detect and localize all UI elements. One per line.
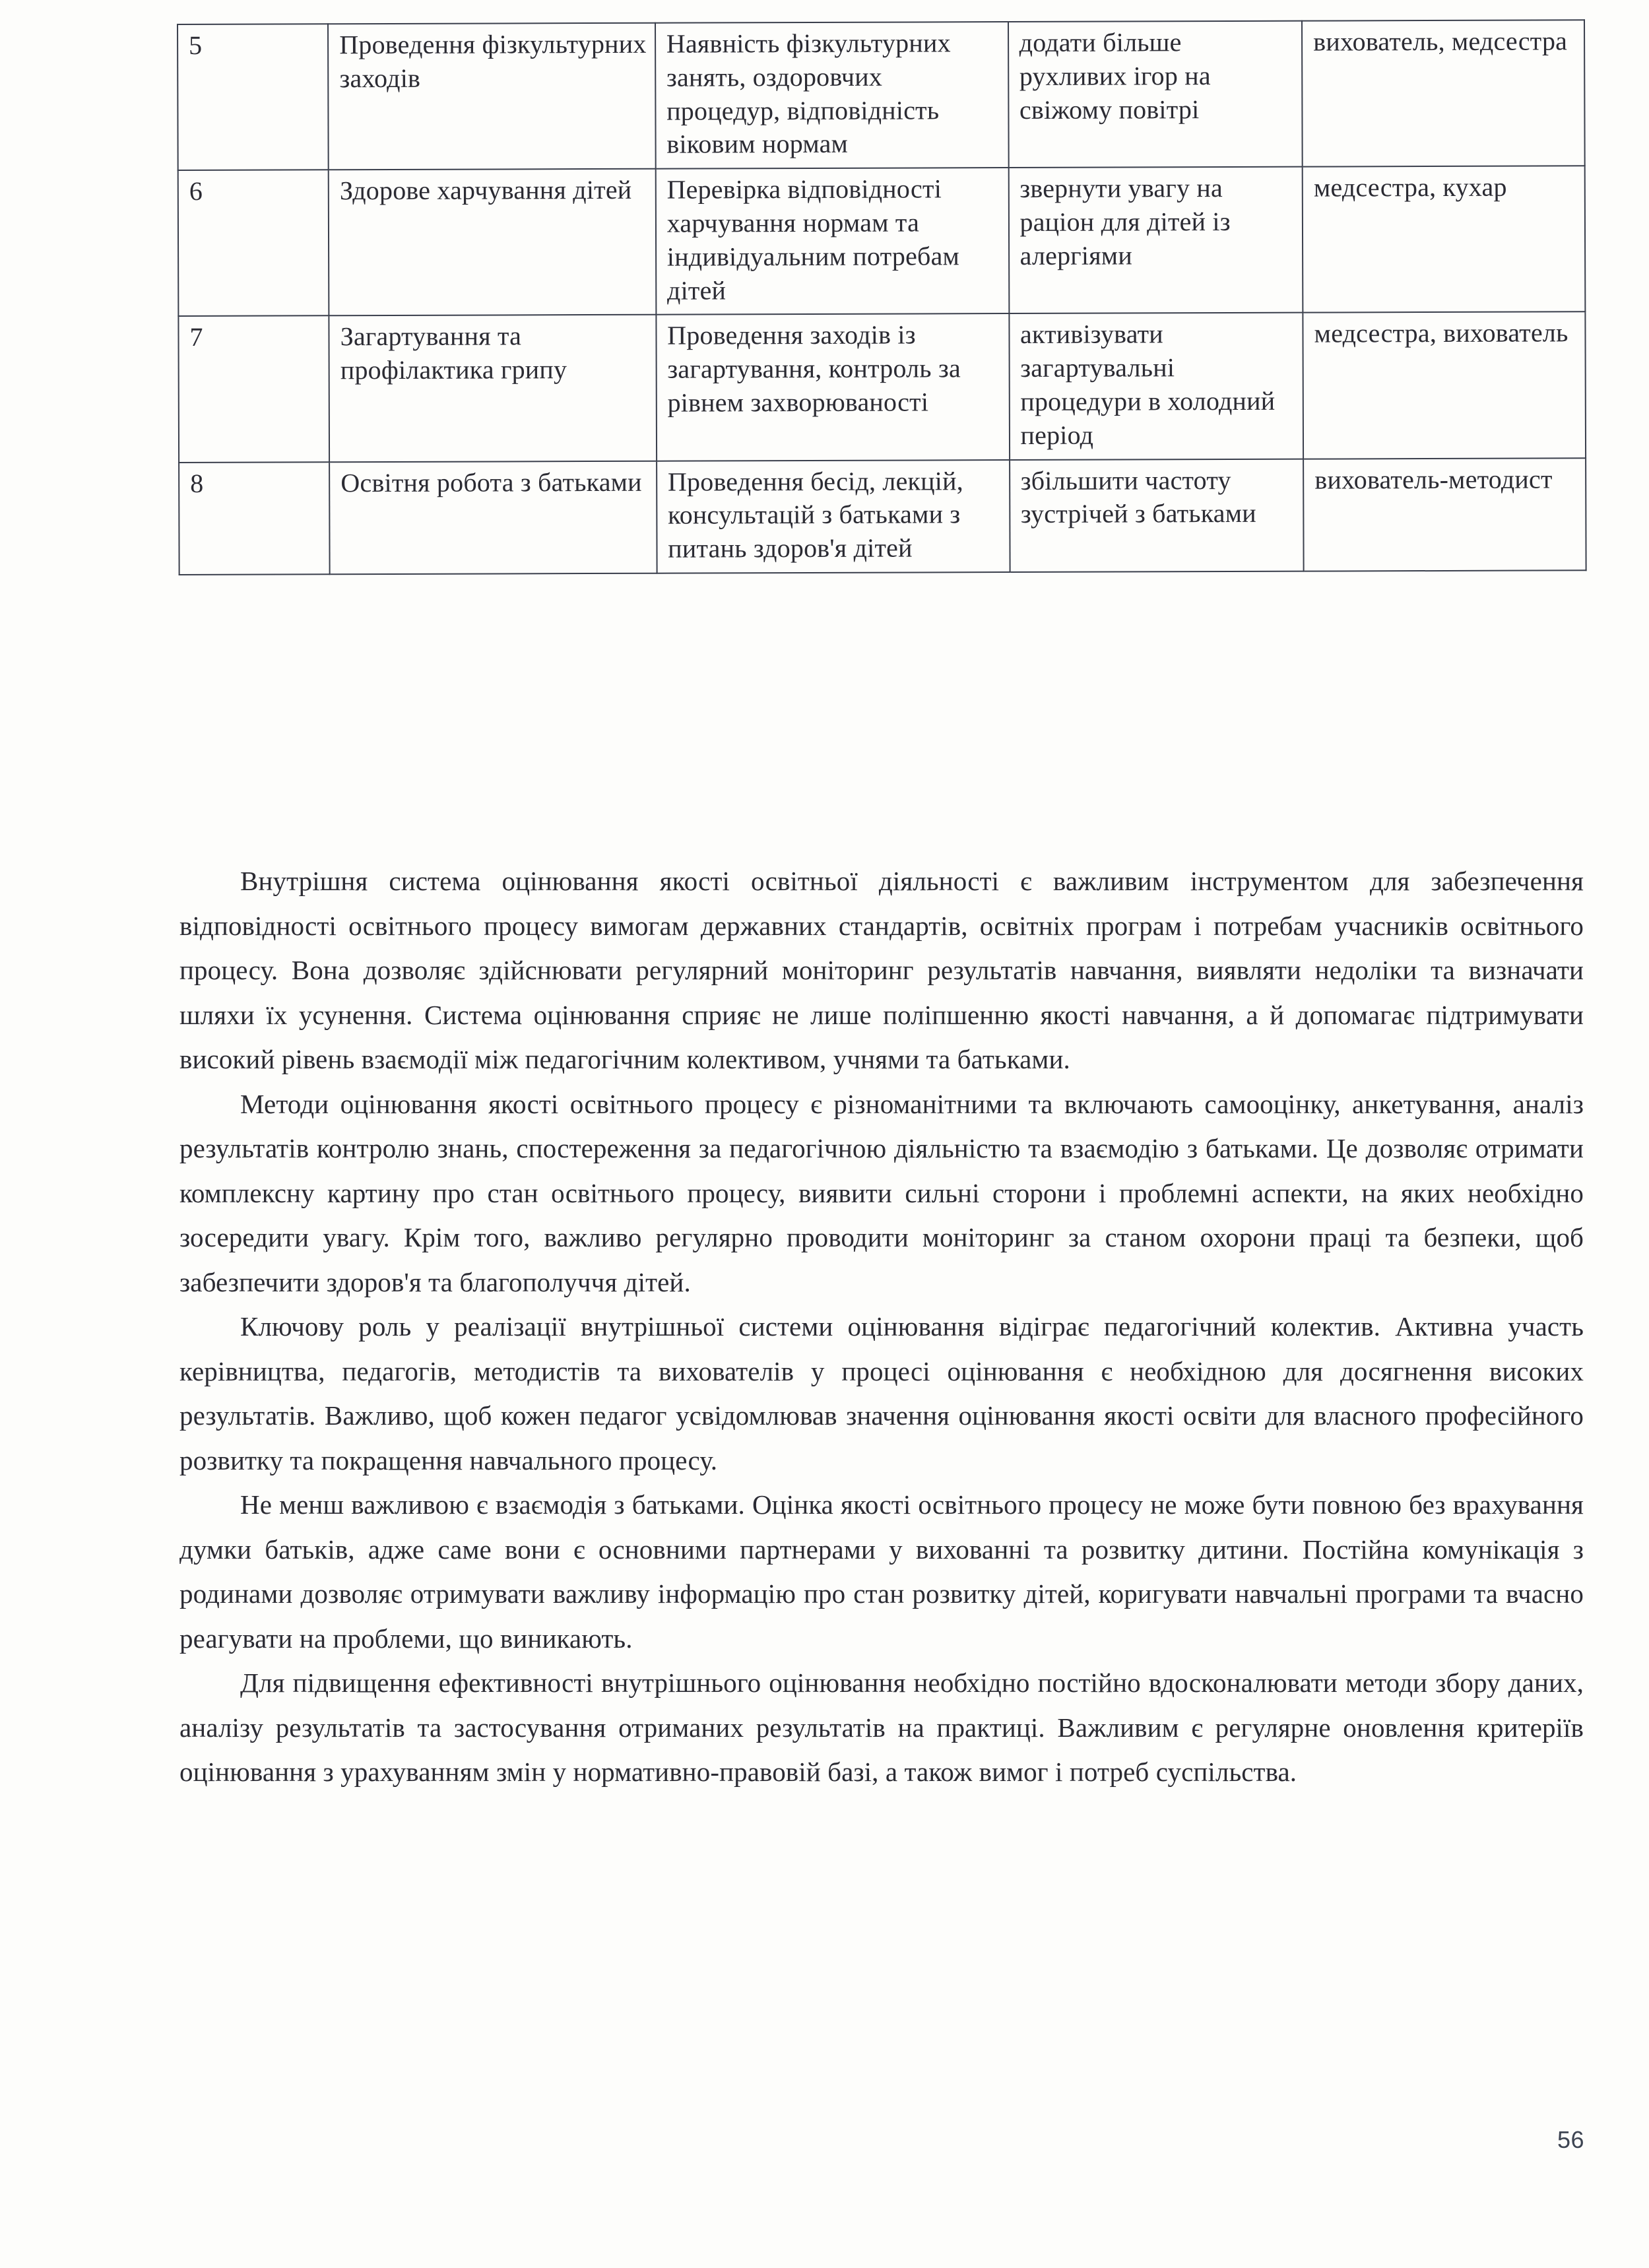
criteria-cell: Проведення заходів із загартування, контроль за рівнем захворюваності [656,313,1009,461]
area-cell: Освітня робота з батьками [329,461,657,574]
recommendation-cell: збільшити частоту зустрічей з батьками [1010,459,1304,572]
row-number-cell: 8 [179,462,330,575]
recommendation-cell: активізувати загартувальні процедури в холодний період [1009,313,1303,460]
criteria-cell: Наявність фізкультурних занять, оздоровчих процедур, відповідність віковим нормам [655,22,1008,169]
paragraph-4: Не менш важливою є взаємодія з батьками. Оцінка якості освітнього процесу не може бути повною без врахування думки батьків, адже саме вони є основними партнерами у вихованні та розвитку дитини. Постійна комунікація з родинами дозволяє отримувати важливу інформацію про стан розвитку дітей, коригувати навчальні програми та вчасно реагувати на проблеми, що виникають. [179,1489,1584,1654]
quality-monitoring-table-container [177,24,1585,575]
paragraph-5: Для підвищення ефективності внутрішнього оцінювання необхідно постійно вдосконалювати методи збору даних, аналізу результатів та застосування отриманих результатів на практиці. Важливим є регулярне оновлення критеріїв оцінювання з урахуванням змін у нормативно-правовій базі, а також вимог і потреб суспільства. [179,1668,1584,1787]
criteria-cell: Проведення бесід, лекцій, консультацій з батьками з питань здоров'я дітей [657,460,1010,573]
responsible-cell: вихователь-методист [1303,458,1586,571]
paragraph-2: Методи оцінювання якості освітнього процесу є різноманітними та включають самооцінку, анкетування, аналіз результатів контролю знань, спостереження за педагогічною діяльністю та взаємодію з батьками. Це дозволяє отримати комплексну картину про стан освітнього процесу, виявити сильні сторони і проблемні аспекти, на яких необхідно зосередити увагу. Крім того, важливо регулярно проводити моніторинг за станом охорони праці та безпеки, щоб забезпечити здоров'я та благополуччя дітей. [179,1088,1584,1297]
table-row [179,458,1586,575]
criteria-cell: Перевірка відповідності харчування нормам та індивідуальним потребам дітей [655,168,1008,315]
body-text-block [179,859,1584,1795]
row-number-cell: 6 [178,170,329,316]
table-row [178,166,1586,316]
row-number-cell: 7 [178,316,329,463]
paragraph-3: Ключову роль у реалізації внутрішньої системи оцінювання відіграє педагогічний колектив. Активна участь керівництва, педагогів, методистів та вихователів у процесі оцінювання є необхідною для досягнення високих результатів. Важливо, щоб кожен педагог усвідомлював значення оцінювання якості освіти для власного професійного розвитку та покращення навчального процесу. [179,1311,1584,1475]
row-number-cell: 5 [178,24,329,170]
responsible-cell: медсестра, вихователь [1303,312,1586,459]
recommendation-cell: звернути увагу на раціон для дітей із алергіями [1008,167,1303,314]
page-number: 56 [1557,2126,1584,2153]
recommendation-cell: додати більше рухливих ігор на свіжому повітрі [1008,21,1303,168]
area-cell: Здорове харчування дітей [329,169,656,316]
table-row [178,20,1585,170]
area-cell: Загартування та профілактика грипу [329,315,657,462]
responsible-cell: медсестра, кухар [1303,166,1586,313]
responsible-cell: вихователь, медсестра [1302,20,1585,167]
quality-monitoring-table [177,19,1587,575]
table-body [178,20,1586,575]
area-cell: Проведення фізкультурних заходів [328,23,655,170]
table-row [178,312,1586,463]
paragraph-1: Внутрішня система оцінювання якості освітньої діяльності є важливим інструментом для забезпечення відповідності освітнього процесу вимогам державних стандартів, освітніх програм і потребам учасників освітнього процесу. Вона дозволяє здійснювати регулярний моніторинг результатів навчання, виявляти недоліки та визначати шляхи їх усунення. Система оцінювання сприяє не лише поліпшенню якості навчання, а й допомагає підтримувати високий рівень взаємодії між педагогічним колективом, учнями та батьками. [179,866,1584,1074]
